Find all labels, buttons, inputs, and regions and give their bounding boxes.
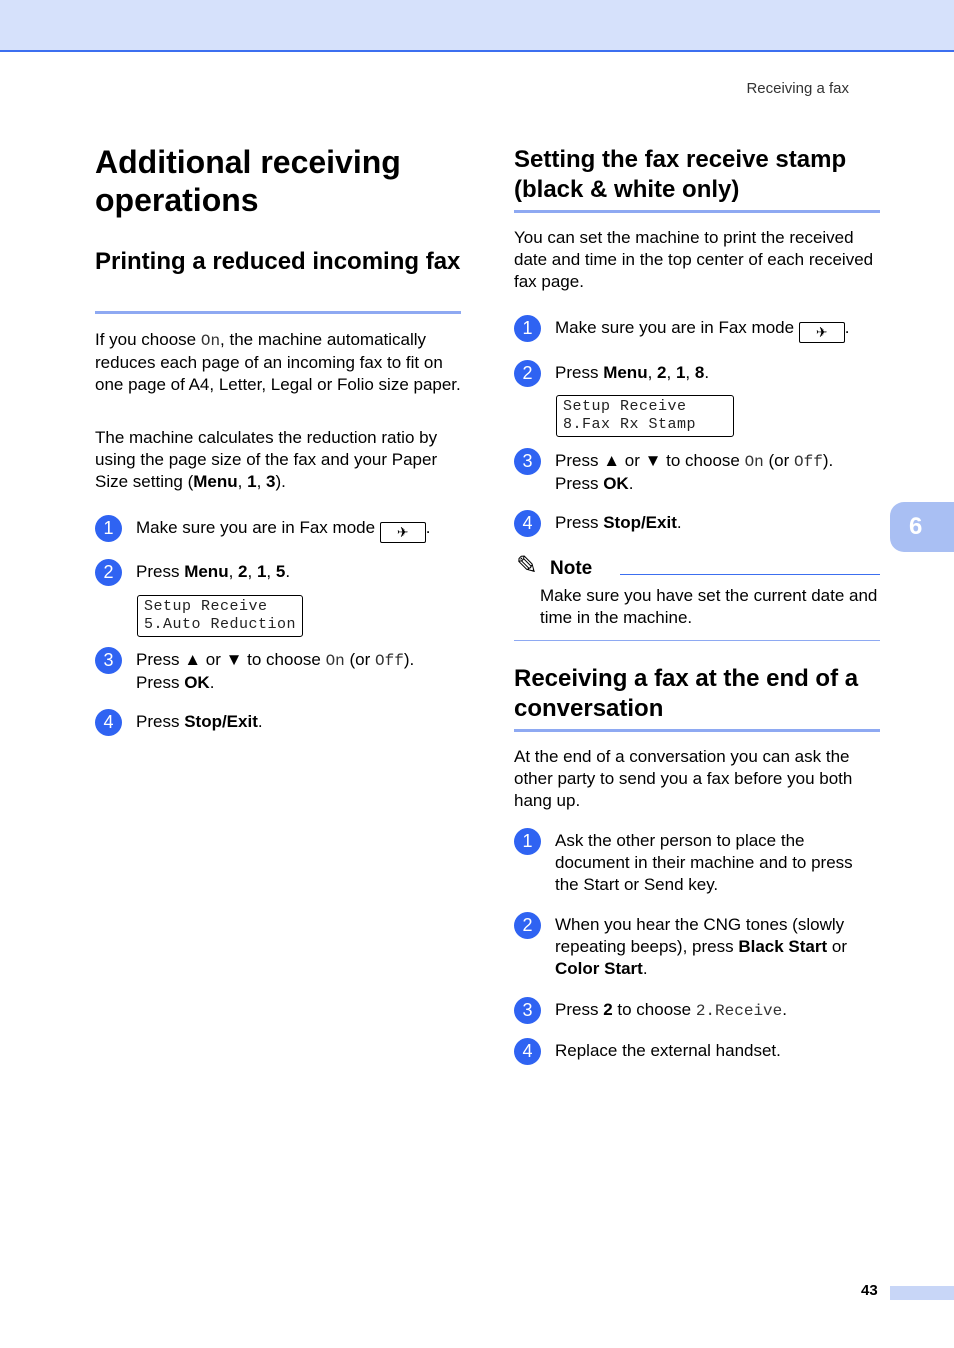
note-pencil-icon: ✎ [516,550,538,580]
page-number: 43 [861,1282,878,1299]
note-rule-bottom [514,640,880,641]
chapter-tab: 6 [890,502,954,552]
step-number: 3 [514,448,541,475]
up-arrow-icon: ▲ [603,451,621,470]
left-step-2: 2 Press Menu, 2, 1, 5. [95,559,461,586]
left-step-4: 4 Press Stop/Exit. [95,709,461,736]
receive-stamp-para: You can set the machine to print the received date and time in the top center of each received fax page. [514,228,874,291]
step-number: 4 [514,510,541,537]
chapter-title: Additional receiving operations [95,144,401,218]
reduced-fax-para-1: If you choose On, the machine automatically reduces each page of an incoming fax to fit on one page of A4, Letter, Legal or Folio size paper. [95,330,461,394]
top-band [0,0,954,52]
section-title-end-of-conversation: Receiving a fax at the end of a conversation [514,665,859,722]
fax-mode-icon: ✈ [799,322,845,343]
step-number: 4 [514,1038,541,1065]
running-head: Receiving a fax [746,80,849,97]
fax-mode-icon: ✈ [380,522,426,543]
conv-step-4: 4 Replace the external handset. [514,1038,880,1065]
conv-step-1: 1 Ask the other person to place the document in their machine and to press the Start or Send key. [514,828,880,896]
down-arrow-icon: ▼ [225,650,243,669]
section-title-reduced-fax: Printing a reduced incoming fax [95,248,461,275]
step-number: 1 [514,828,541,855]
left-step-3: 3 Press ▲ or ▼ to choose On (or Off). Press OK. [95,647,461,694]
note-rule-top [620,574,880,575]
section-rule [514,729,880,732]
down-arrow-icon: ▼ [644,451,662,470]
section-title-receive-stamp: Setting the fax receive stamp (black & white only) [514,146,847,203]
step-number: 2 [514,912,541,939]
right-step-3: 3 Press ▲ or ▼ to choose On (or Off). Press OK. [514,448,880,495]
section-rule [514,210,880,213]
section-rule [95,311,461,314]
step-number: 2 [514,360,541,387]
step-number: 4 [95,709,122,736]
reduced-fax-para-2: The machine calculates the reduction ratio by using the page size of the fax and your Paper Size setting (Menu, 1, 3). [95,428,438,491]
step-number: 3 [514,997,541,1024]
up-arrow-icon: ▲ [184,650,202,669]
lcd-display: Setup Receive 8.Fax Rx Stamp [556,395,734,437]
lcd-display: Setup Receive 5.Auto Reduction [137,595,303,637]
page-number-bar [890,1286,954,1300]
right-step-1: 1 Make sure you are in Fax mode ✈ . [514,315,880,343]
step-number: 1 [514,315,541,342]
note-text: Make sure you have set the current date and time in the machine. [540,586,878,627]
step-number: 3 [95,647,122,674]
right-step-4: 4 Press Stop/Exit. [514,510,880,537]
conv-step-3: 3 Press 2 to choose 2.Receive. [514,997,880,1024]
left-step-1: 1 Make sure you are in Fax mode ✈ . [95,515,461,543]
conv-step-2: 2 When you hear the CNG tones (slowly repeating beeps), press Black Start or Color Start. [514,912,880,980]
end-of-conversation-para: At the end of a conversation you can ask the other party to send you a fax before you both hang up. [514,747,853,810]
step-number: 2 [95,559,122,586]
step-number: 1 [95,515,122,542]
note-label: Note [550,558,593,579]
right-step-2: 2 Press Menu, 2, 1, 8. [514,360,880,387]
